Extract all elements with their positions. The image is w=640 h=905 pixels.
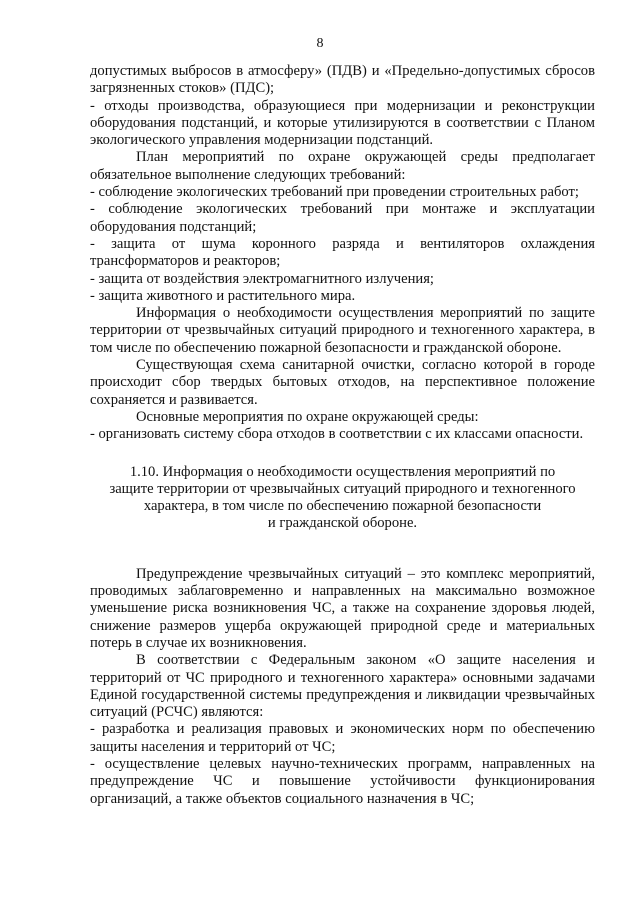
section-heading-line: характера, в том числе по обеспечению пожарной безопасности [143, 498, 542, 515]
list-item-wildlife-protection: - защита животного и растительного мира. [90, 287, 356, 304]
section-heading [90, 464, 595, 533]
paragraph-continuation-pdv: допустимых выбросов в атмосферу» (ПДВ) и «Предельно-допустимых сбросов загрязненных стоков» (ПДС); [90, 63, 595, 97]
paragraph-emergency-prevention: Предупреждение чрезвычайных ситуаций – это комплекс мероприятий, проводимых заблаговременно и направленных на максимально возможное уменьшение риска возникновения ЧС, а также на сохранение здоровья людей, снижение размеров ущерба окружающей природной среде и материальных потерь в случае их возникновения. [90, 565, 595, 651]
list-item-noise-protection: - защита от шума коронного разряда и вентиляторов охлаждения трансформаторов и реакторов; [90, 235, 595, 270]
section-heading-line: защите территории от чрезвычайных ситуаций природного и техногенного [109, 480, 576, 497]
section-heading-line: 1.10. Информация о необходимости осуществления мероприятий по [129, 463, 556, 480]
list-item-emf-protection: - защита от воздействия электромагнитного излучения; [90, 270, 434, 287]
document-body [90, 63, 595, 808]
list-item-legal-norms: - разработка и реализация правовых и экономических норм по обеспечению защиты населения и территорий от ЧС; [90, 721, 595, 755]
paragraph-federal-law: В соответствии с Федеральным законом «О защите населения и территорий от ЧС природного и техногенного характера» основными задачами Единой государственной системы предупреждения и ликвидации чрезвычайных ситуаций (РСЧС) являются: [90, 652, 595, 721]
list-item-installation-requirements: - соблюдение экологических требований при монтаже и эксплуатации оборудования подстанций; [90, 201, 595, 235]
list-item-waste-collection: - организовать систему сбора отходов в соответствии с их классами опасности. [90, 426, 584, 443]
list-item-construction-requirements: - соблюдение экологических требований при проведении строительных работ; [90, 184, 579, 201]
paragraph-environmental-plan: План мероприятий по охране окружающей среды предполагает обязательное выполнение следующих требований: [90, 149, 595, 183]
list-item-scientific-programs: - осуществление целевых научно-технических программ, направленных на предупреждение ЧС и повышение устойчивости функционирования организаций, а также объектов социального назначения в ЧС; [90, 755, 595, 807]
paragraph-sanitation-scheme: Существующая схема санитарной очистки, согласно которой в городе происходит сбор твердых бытовых отходов, на перспективное положение сохраняется и развивается. [90, 357, 595, 408]
list-item-production-waste: - отходы производства, образующиеся при модернизации и реконструкции оборудования подстанций, и которые утилизируются в соответствии с Планом экологического управления модернизации подстанций. [90, 97, 595, 149]
paragraph-main-measures: Основные мероприятия по охране окружающей среды: [136, 408, 479, 425]
page-number: 8 [316, 36, 324, 51]
section-heading-line: и гражданской обороне. [267, 515, 418, 532]
paragraph-emergency-info: Информация о необходимости осуществления мероприятий по защите территории от чрезвычайных ситуаций природного и техногенного характера, в том числе по обеспечению пожарной безопасности и гражданской обороне. [90, 305, 595, 356]
